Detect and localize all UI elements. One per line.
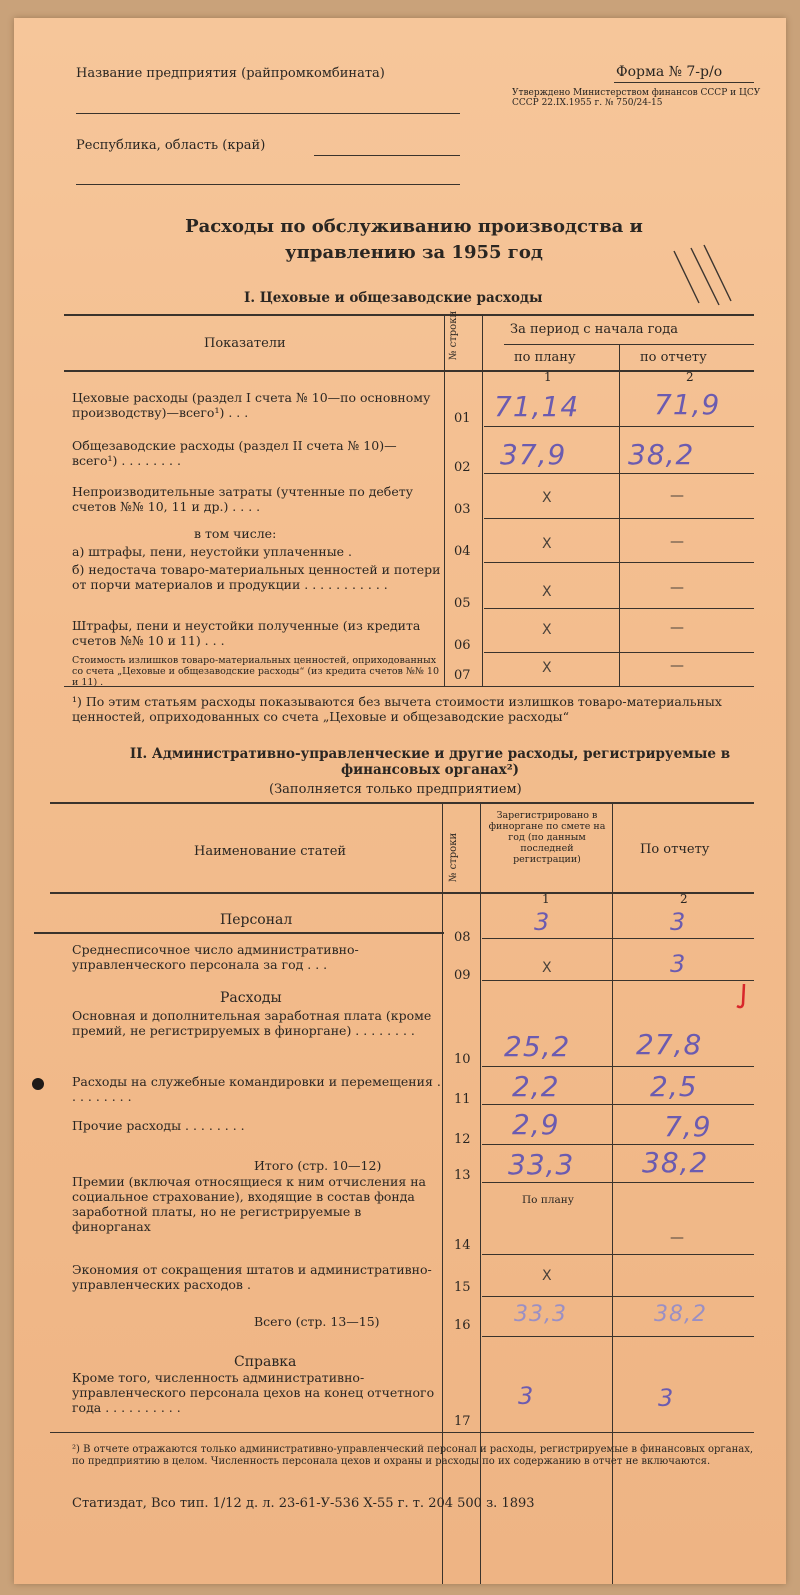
table1-col-plan: по плану <box>514 350 576 365</box>
table2-row-report: 7,9 <box>664 1110 712 1143</box>
table2-row-label: Итого (стр. 10—12) <box>254 1158 382 1173</box>
table2-row-label: Экономия от сокращения штатов и административно-управленческих расходов . <box>72 1262 432 1292</box>
table1-row-report: — <box>670 658 684 674</box>
table2-end-line <box>50 1432 754 1433</box>
table2-row-registered: 33,3 <box>514 1302 567 1327</box>
table2-row-registered: 2,9 <box>512 1108 560 1141</box>
title-line-1: Расходы по обслуживанию производства и <box>185 216 643 237</box>
table1-row-label: в том числе: <box>194 526 277 541</box>
table2-row-line <box>482 1066 754 1067</box>
document-title <box>164 214 664 266</box>
section1-title: I. Цеховые и общезаводские расходы <box>244 290 543 306</box>
table2-row-report: 38,2 <box>654 1302 707 1327</box>
table2-row-line <box>482 1182 754 1183</box>
printer-imprint: Статиздат, Всо тип. 1/12 д. л. 23-61-У-536 Х-55 г. т. 204 500 з. 1893 <box>72 1496 535 1511</box>
table1-row-plan: X <box>542 622 552 638</box>
table2-row-label: Всего (стр. 13—15) <box>254 1314 380 1329</box>
table2-col-num-1: 1 <box>542 892 550 906</box>
table1-row-label: Непроизводительные затраты (учтенные по дебету счетов №№ 10, 11 и др.) . . . . <box>72 484 413 514</box>
table1-row-code: 05 <box>454 596 471 611</box>
table2-row-line <box>482 938 754 939</box>
table2-row-code: 09 <box>454 968 471 983</box>
table1-row-line <box>484 608 754 609</box>
table1-col-num-2: 2 <box>686 370 694 384</box>
table2-row-line <box>482 980 754 981</box>
table1-row-report: — <box>670 488 684 504</box>
table2-row-code: 15 <box>454 1280 471 1295</box>
table2-row-code: 17 <box>454 1414 471 1429</box>
table2-row-report: 27,8 <box>636 1028 703 1061</box>
table2-row-label: Среднесписочное число административно-управленческого персонала за год . . . <box>72 942 359 972</box>
table2-row-report: 38,2 <box>642 1146 709 1179</box>
table1-row-label: Общезаводские расходы (раздел II счета № 10)—всего¹) . . . . . . . . <box>72 438 397 468</box>
table2-row-code: 10 <box>454 1052 471 1067</box>
table1-col-divider-3 <box>619 344 620 686</box>
table2-row-registered: X <box>542 1268 552 1284</box>
table2-row-report: 2,5 <box>650 1070 698 1103</box>
table2-row-label: Кроме того, численность административно-управленческого персонала цехов на конец отчетного года . . . . . . . . . . <box>72 1370 435 1415</box>
table2-row-report: 3 <box>670 950 687 978</box>
table2-row-label: Расходы на служебные командировки и перемещения . . . . . . . . . <box>72 1074 441 1104</box>
table1-row-report: 38,2 <box>628 438 695 471</box>
table1-period-divider <box>504 344 754 345</box>
section2-title: II. Административно-управленческие и другие расходы, регистрируемые в финансовых органах²) <box>129 746 731 778</box>
table2-row-registered: 3 <box>518 1382 535 1410</box>
table2-row-line <box>482 1104 754 1105</box>
table2-row-code: 12 <box>454 1132 471 1147</box>
republic-label: Республика, область (край) <box>76 138 266 153</box>
check-mark-icon <box>732 982 752 1012</box>
table2-col-line-no: № строки <box>448 832 459 882</box>
table1-top-border <box>64 314 754 316</box>
form-sheet <box>14 18 786 1584</box>
table1-row-plan: X <box>542 490 552 506</box>
table2-header-border <box>50 892 754 894</box>
table1-row-plan: 37,9 <box>500 438 567 471</box>
table2-row-registered: 2,2 <box>512 1070 560 1103</box>
table1-row-report: — <box>670 534 684 550</box>
table2-row-line <box>482 1144 754 1145</box>
table1-row-plan: X <box>542 536 552 552</box>
table1-row-plan: 71,14 <box>494 390 580 423</box>
table1-row-label: б) недостача товаро-материальных ценностей и потери от порчи материалов и продукции . . . . . . . . . . . <box>72 562 441 592</box>
table2-row-label: Основная и дополнительная заработная плата (кроме премий, не регистрируемых в финоргане) . . . . . . . . <box>72 1008 432 1038</box>
form-number: Форма № 7-р/о <box>616 64 723 80</box>
table2-row-report: 3 <box>658 1384 675 1412</box>
table1-row-line <box>484 652 754 653</box>
table2-row-code: 14 <box>454 1238 471 1253</box>
table1-row-label: а) штрафы, пени, неустойки уплаченные . <box>72 544 352 559</box>
approval-note: Утверждено Министерством финансов СССР и ЦСУ СССР 22.IX.1955 г. № 750/24-15 <box>512 88 761 108</box>
table1-row-label: Цеховые расходы (раздел I счета № 10—по основному производству)—всего¹) . . . <box>72 390 431 420</box>
table1-row-code: 07 <box>454 668 471 683</box>
section2-subtitle: (Заполняется только предприятием) <box>269 782 522 797</box>
table2-row-code: 16 <box>454 1318 471 1333</box>
expenses-header: Расходы <box>220 990 282 1006</box>
table1-col-num-1: 1 <box>544 370 552 384</box>
table1-row-label: Стоимость излишков товаро-материальных ценностей, оприходованных со счета „Цеховые и общезаводские расходы“ (из кредита счетов №№ 10 и 11) . <box>72 655 440 688</box>
table2-row-code: 08 <box>454 930 471 945</box>
table1-row-plan: X <box>542 584 552 600</box>
table2-row-code: 11 <box>454 1092 471 1107</box>
personnel-header: Персонал <box>220 912 293 928</box>
table2-row-report: — <box>670 1230 684 1246</box>
table2-row-registered: X <box>542 960 552 976</box>
table1-row-plan: X <box>542 660 552 676</box>
enterprise-underline <box>76 113 460 114</box>
table1-row-line <box>484 518 754 519</box>
enterprise-label: Название предприятия (райпромкомбината) <box>76 66 385 81</box>
reference-header: Справка <box>234 1354 297 1370</box>
table2-row-report: 3 <box>670 908 687 936</box>
section2-footnote: ²) В отчете отражаются только административно-управленческий персонал и расходы, регистрируемые в финансовых органах, по предприятию в целом. Численность персонала цехов и охраны и расходы по их содержанию в отчет не включаются. <box>72 1444 754 1467</box>
table2-row-line <box>482 1254 754 1255</box>
table1-row-code: 01 <box>454 411 471 426</box>
table2-col-report: По отчету <box>640 842 710 857</box>
table2-row-line <box>482 1336 754 1337</box>
table1-col-report: по отчету <box>640 350 707 365</box>
table2-row-registered: 3 <box>534 908 551 936</box>
form-number-underline <box>614 82 754 83</box>
table2-row-label: Премии (включая относящиеся к ним отчисления на социальное страхование), входящие в состав фонда заработной платы, но не регистрируемые в финорганах <box>72 1174 427 1234</box>
table1-header-border <box>64 370 754 372</box>
title-line-2: управлению за 1955 год <box>285 242 543 263</box>
republic-underline <box>314 155 460 156</box>
table2-row-line <box>482 1296 754 1297</box>
table1-row-line <box>484 562 754 563</box>
personnel-divider <box>34 932 444 934</box>
table1-row-report: 71,9 <box>654 388 721 421</box>
table2-row-registered: 33,3 <box>508 1148 575 1181</box>
table2-col-registered: Зарегистрировано в финоргане по смете на год (по данным последней регистрации) <box>488 810 606 865</box>
section1-footnote: ¹) По этим статьям расходы показываются без вычета стоимости излишков товаро-материальных ценностей, оприходованных со счета „Цеховые и общезаводские расходы“ <box>72 694 722 724</box>
table1-col-indicators: Показатели <box>204 336 286 351</box>
table1-row-code: 06 <box>454 638 471 653</box>
pencil-strokes-mark <box>669 243 739 313</box>
table2-row-registered: По плану <box>522 1194 574 1206</box>
table2-row-registered: 25,2 <box>504 1030 571 1063</box>
table1-row-code: 02 <box>454 460 471 475</box>
table1-row-code: 03 <box>454 502 471 517</box>
table1-col-line-no: № строки <box>448 310 459 360</box>
table1-col-divider-2 <box>482 314 483 686</box>
address-underline <box>76 184 460 185</box>
table2-row-label: Прочие расходы . . . . . . . . <box>72 1118 245 1133</box>
table1-row-line <box>484 473 754 474</box>
table2-row-code: 13 <box>454 1168 471 1183</box>
hole-punch-icon <box>32 1078 44 1090</box>
table2-top-border <box>50 802 754 804</box>
table1-row-line <box>484 426 754 427</box>
table1-col-period: За период с начала года <box>510 322 678 337</box>
table1-col-divider-1 <box>444 314 445 686</box>
table1-row-report: — <box>670 580 684 596</box>
table1-row-report: — <box>670 620 684 636</box>
table1-row-code: 04 <box>454 544 471 559</box>
table2-col-name: Наименование статей <box>194 844 347 859</box>
table2-col-num-2: 2 <box>680 892 688 906</box>
table1-row-label: Штрафы, пени и неустойки полученные (из кредита счетов №№ 10 и 11) . . . <box>72 618 421 648</box>
